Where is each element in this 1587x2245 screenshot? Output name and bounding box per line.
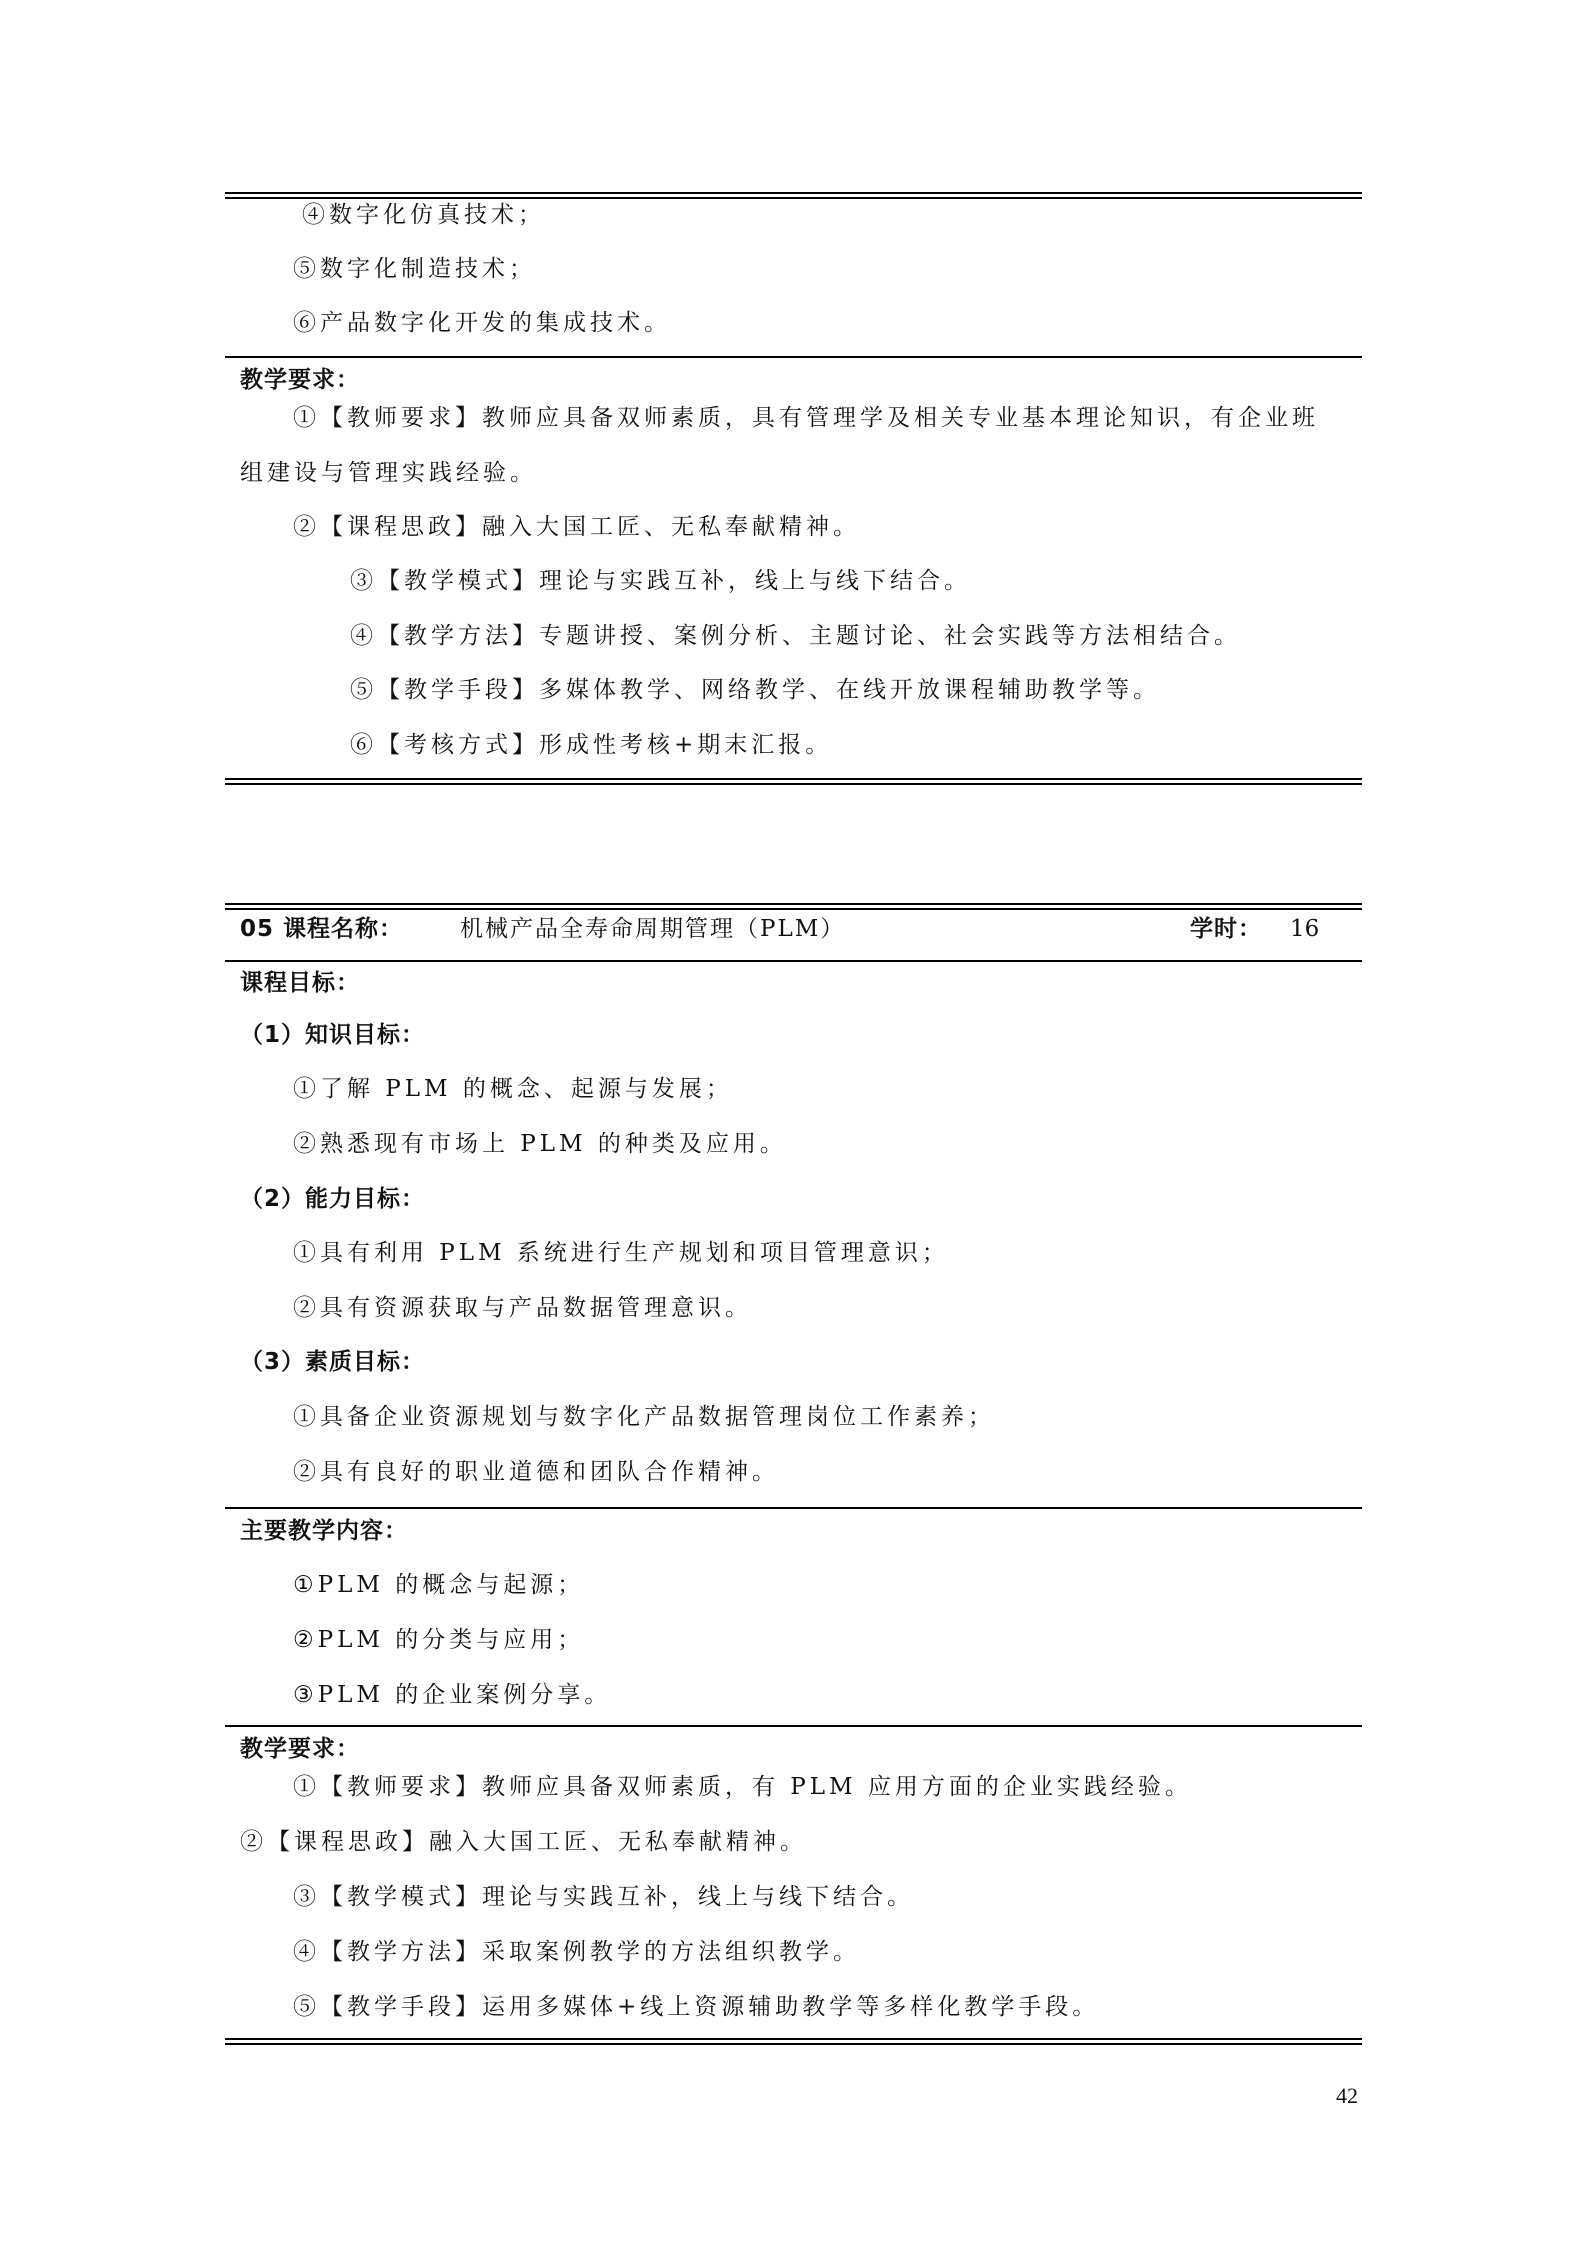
requirements-heading: 教学要求： [240, 367, 360, 393]
objective-item: ②熟悉现有市场上 PLM 的种类及应用。 [293, 1131, 787, 1157]
page-number: 42 [1336, 2083, 1358, 2108]
content-item: ④数字化仿真技术； [302, 202, 545, 228]
course-name: 机械产品全寿命周期管理（PLM） [460, 916, 846, 942]
content-heading: 主要教学内容： [240, 1518, 408, 1544]
ability-objectives-heading: （2）能力目标： [240, 1186, 426, 1212]
table-bottom-double-rule [225, 2038, 1362, 2045]
course-hours-value: 16 [1290, 916, 1320, 942]
table-top-double-rule [225, 903, 1362, 910]
requirements-heading: 教学要求： [240, 1736, 360, 1762]
requirement-item: ③【教学模式】理论与实践互补，线上与线下结合。 [350, 568, 971, 594]
table-top-double-rule [225, 192, 1362, 199]
objective-item: ①了解 PLM 的概念、起源与发展； [293, 1076, 733, 1102]
quality-objectives-heading: （3）素质目标： [240, 1349, 426, 1375]
table-bottom-double-rule [225, 778, 1362, 785]
content-item: ③PLM 的企业案例分享。 [293, 1682, 612, 1708]
requirement-item: ①【教师要求】教师应具备双师素质，有 PLM 应用方面的企业实践经验。 [293, 1774, 1192, 1800]
objectives-heading: 课程目标： [240, 970, 360, 996]
objective-item: ②具有资源获取与产品数据管理意识。 [293, 1295, 752, 1321]
content-item: ②PLM 的分类与应用； [293, 1627, 585, 1653]
objective-item: ①具备企业资源规划与数字化产品数据管理岗位工作素养； [293, 1404, 995, 1430]
objective-item: ①具有利用 PLM 系统进行生产规划和项目管理意识； [293, 1240, 949, 1266]
requirement-item: ⑥【考核方式】形成性考核+期末汇报。 [350, 732, 833, 758]
objective-item: ②具有良好的职业道德和团队合作精神。 [293, 1459, 779, 1485]
requirement-item: ④【教学方法】专题讲授、案例分析、主题讨论、社会实践等方法相结合。 [350, 623, 1241, 649]
requirement-item: ④【教学方法】采取案例教学的方法组织教学。 [293, 1939, 860, 1965]
content-item: ⑤数字化制造技术； [293, 256, 536, 282]
section-divider-rule [225, 960, 1362, 962]
section-divider-rule [225, 356, 1362, 358]
requirement-item: ⑤【教学手段】多媒体教学、网络教学、在线开放课程辅助教学等。 [350, 677, 1160, 703]
requirement-item: ③【教学模式】理论与实践互补，线上与线下结合。 [293, 1884, 914, 1910]
content-item: ⑥产品数字化开发的集成技术。 [293, 310, 671, 336]
section-divider-rule [225, 1507, 1362, 1509]
requirement-item-continuation: 组建设与管理实践经验。 [240, 460, 537, 486]
content-item: ①PLM 的概念与起源； [293, 1572, 585, 1598]
course-title-label: 05 课程名称： [240, 916, 404, 942]
requirement-item: ⑤【教学手段】运用多媒体+线上资源辅助教学等多样化教学手段。 [293, 1994, 1100, 2020]
requirement-item: ②【课程思政】融入大国工匠、无私奉献精神。 [293, 514, 860, 540]
course-hours-label: 学时： [1190, 916, 1262, 942]
requirement-item: ①【教师要求】教师应具备双师素质，具有管理学及相关专业基本理论知识，有企业班 [293, 405, 1319, 431]
knowledge-objectives-heading: （1）知识目标： [240, 1022, 426, 1048]
requirement-item: ②【课程思政】融入大国工匠、无私奉献精神。 [240, 1829, 807, 1855]
section-divider-rule [225, 1725, 1362, 1727]
